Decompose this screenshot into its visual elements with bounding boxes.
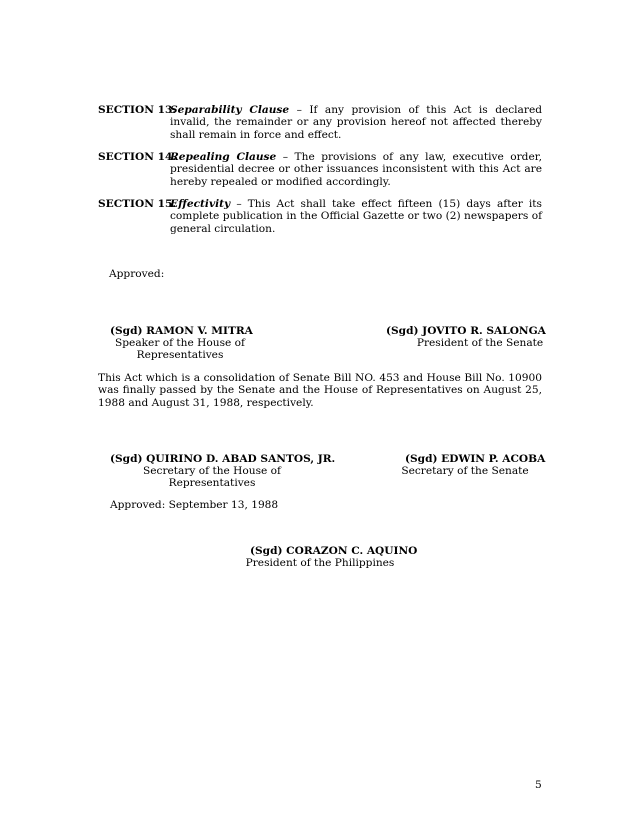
signatory-president-name: (Sgd) CORAZON C. AQUINO [250,545,418,557]
section-14-title: Repealing Clause [170,151,277,163]
section-13-text: – If any provision of this Act is declared invalid, the remainder or any provision hereof not affected thereby shall remain in force and effect. [170,104,542,141]
approved-date: Approved: September 13, 1988 [110,499,279,511]
section-13-body [170,104,542,141]
signatory-senate-secretary-name: (Sgd) EDWIN P. ACOBA [405,453,546,465]
section-14-label: SECTION 14. [98,151,177,163]
section-15-body [170,198,542,235]
signatory-president-role: President of the Philippines [245,557,395,569]
consolidation-note: This Act which is a consolidation of Senate Bill NO. 453 and House Bill No. 10900 was finally passed by the Senate and the House of Representatives on August 25, 1988 and August 31, 1988, respectively. [98,372,542,409]
section-15-title: Effectivity [170,198,231,210]
section-13-title: Separability Clause [170,104,290,116]
signatory-senate-secretary-role: Secretary of the Senate [401,465,529,477]
section-15-label: SECTION 15. [98,198,177,210]
section-15-text: – This Act shall take effect fifteen (15) days after its complete publication in the Official Gazette or two (2) newspapers of general circulation. [170,198,542,235]
section-13-label: SECTION 13. [98,104,177,116]
signatory-house-secretary-role: Secretary of the House of Representatives [143,465,281,490]
section-14-text: – The provisions of any law, executive order, presidential decree or other issuances inconsistent with this Act are hereby repealed or modified accordingly. [170,151,542,188]
approved-label: Approved: [109,268,165,280]
section-14-body [170,151,542,188]
signatory-senate-president-role: President of the Senate [416,337,544,349]
page-number: 5 [535,779,542,791]
signatory-speaker-role: Speaker of the House of Representatives [115,337,245,362]
signatory-speaker-name: (Sgd) RAMON V. MITRA [110,325,253,337]
signatory-senate-president-name: (Sgd) JOVITO R. SALONGA [386,325,546,337]
signatory-house-secretary-name: (Sgd) QUIRINO D. ABAD SANTOS, JR. [110,453,336,465]
